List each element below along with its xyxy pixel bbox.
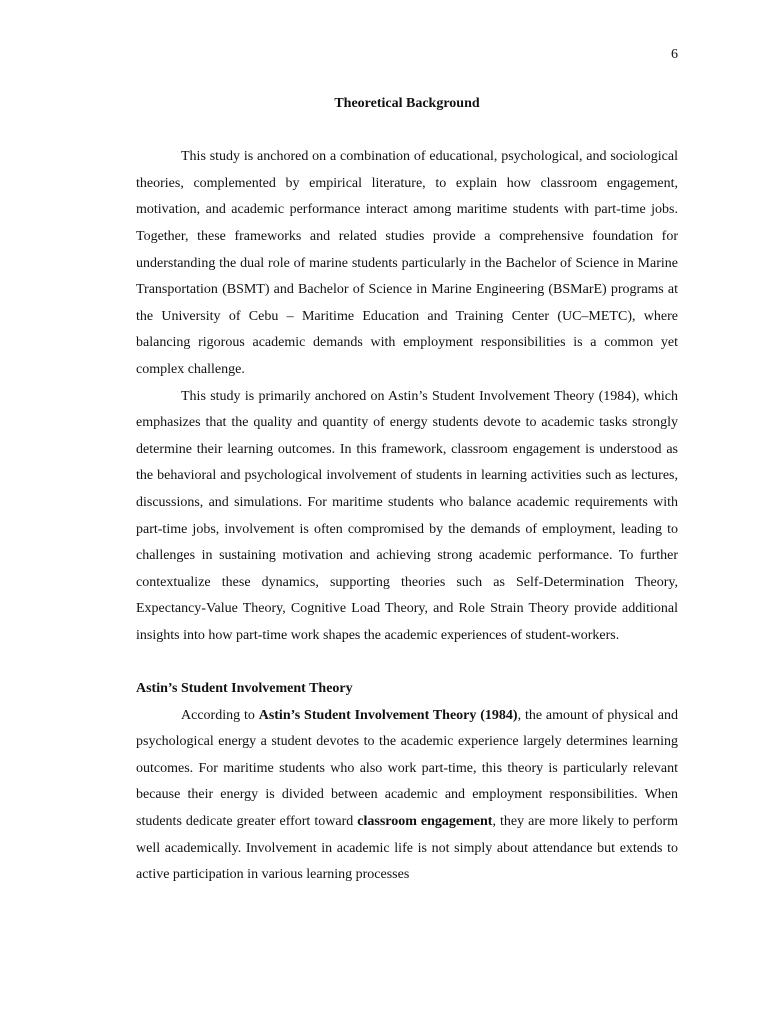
paragraph-spacer (136, 649, 678, 676)
paragraph-text: , the amount of physical and psychological energy a student devotes to the academic experience largely determines learning outcomes. For maritime students who also work part-time, this theory is particularly relevant because their energy is divided between academic and employment responsibilities. When students dedicate greater effort toward (136, 707, 678, 830)
body-paragraph-anchor: This study is primarily anchored on Astin’s Student Involvement Theory (1984), which emphasizes that the quality and quantity of energy students devote to academic tasks strongly determine their learning outcomes. In this framework, classroom engagement is understood as the behavioral and psychological involvement of students in learning activities such as lectures, discussions, and simulations. For maritime students who balance academic requirements with part-time jobs, involvement is often compromised by the demands of employment, leading to challenges in sustaining motivation and achieving strong academic performance. To further contextualize these dynamics, supporting theories such as Self-Determination Theory, Expectancy-Value Theory, Cognitive Load Theory, and Role Strain Theory provide additional insights into how part-time work shapes the academic experiences of student-workers. (136, 388, 678, 643)
page-content (136, 91, 678, 889)
bold-theory-name: Astin’s Student Involvement Theory (1984) (258, 707, 518, 723)
bold-key-term: classroom engagement (357, 814, 493, 830)
section-title: Theoretical Background (334, 96, 480, 111)
body-paragraph-intro: This study is anchored on a combination of educational, psychological, and sociological theories, complemented by empirical literature, to explain how classroom engagement, motivation, and academic performance interact among maritime students with part-time jobs. Together, these frameworks and related studies provide a comprehensive foundation for understanding the dual role of marine students particularly in the Bachelor of Science in Marine Transportation (BSMT) and Bachelor of Science in Marine Engineering (BSMarE) programs at the University of Cebu – Maritime Education and Training Center (UC–METC), where balancing rigorous academic demands with employment responsibilities is a common yet complex challenge. (136, 149, 678, 377)
subsection-heading: Astin’s Student Involvement Theory (136, 681, 353, 697)
body-paragraph-astin (136, 703, 678, 889)
page-number: 6 (671, 47, 678, 62)
paragraph-text: , they are more likely to perform well academically. Involvement in academic life is not simply about attendance but extends to active participation in various learning processes (136, 814, 678, 883)
paragraph-text: According to (181, 707, 259, 723)
